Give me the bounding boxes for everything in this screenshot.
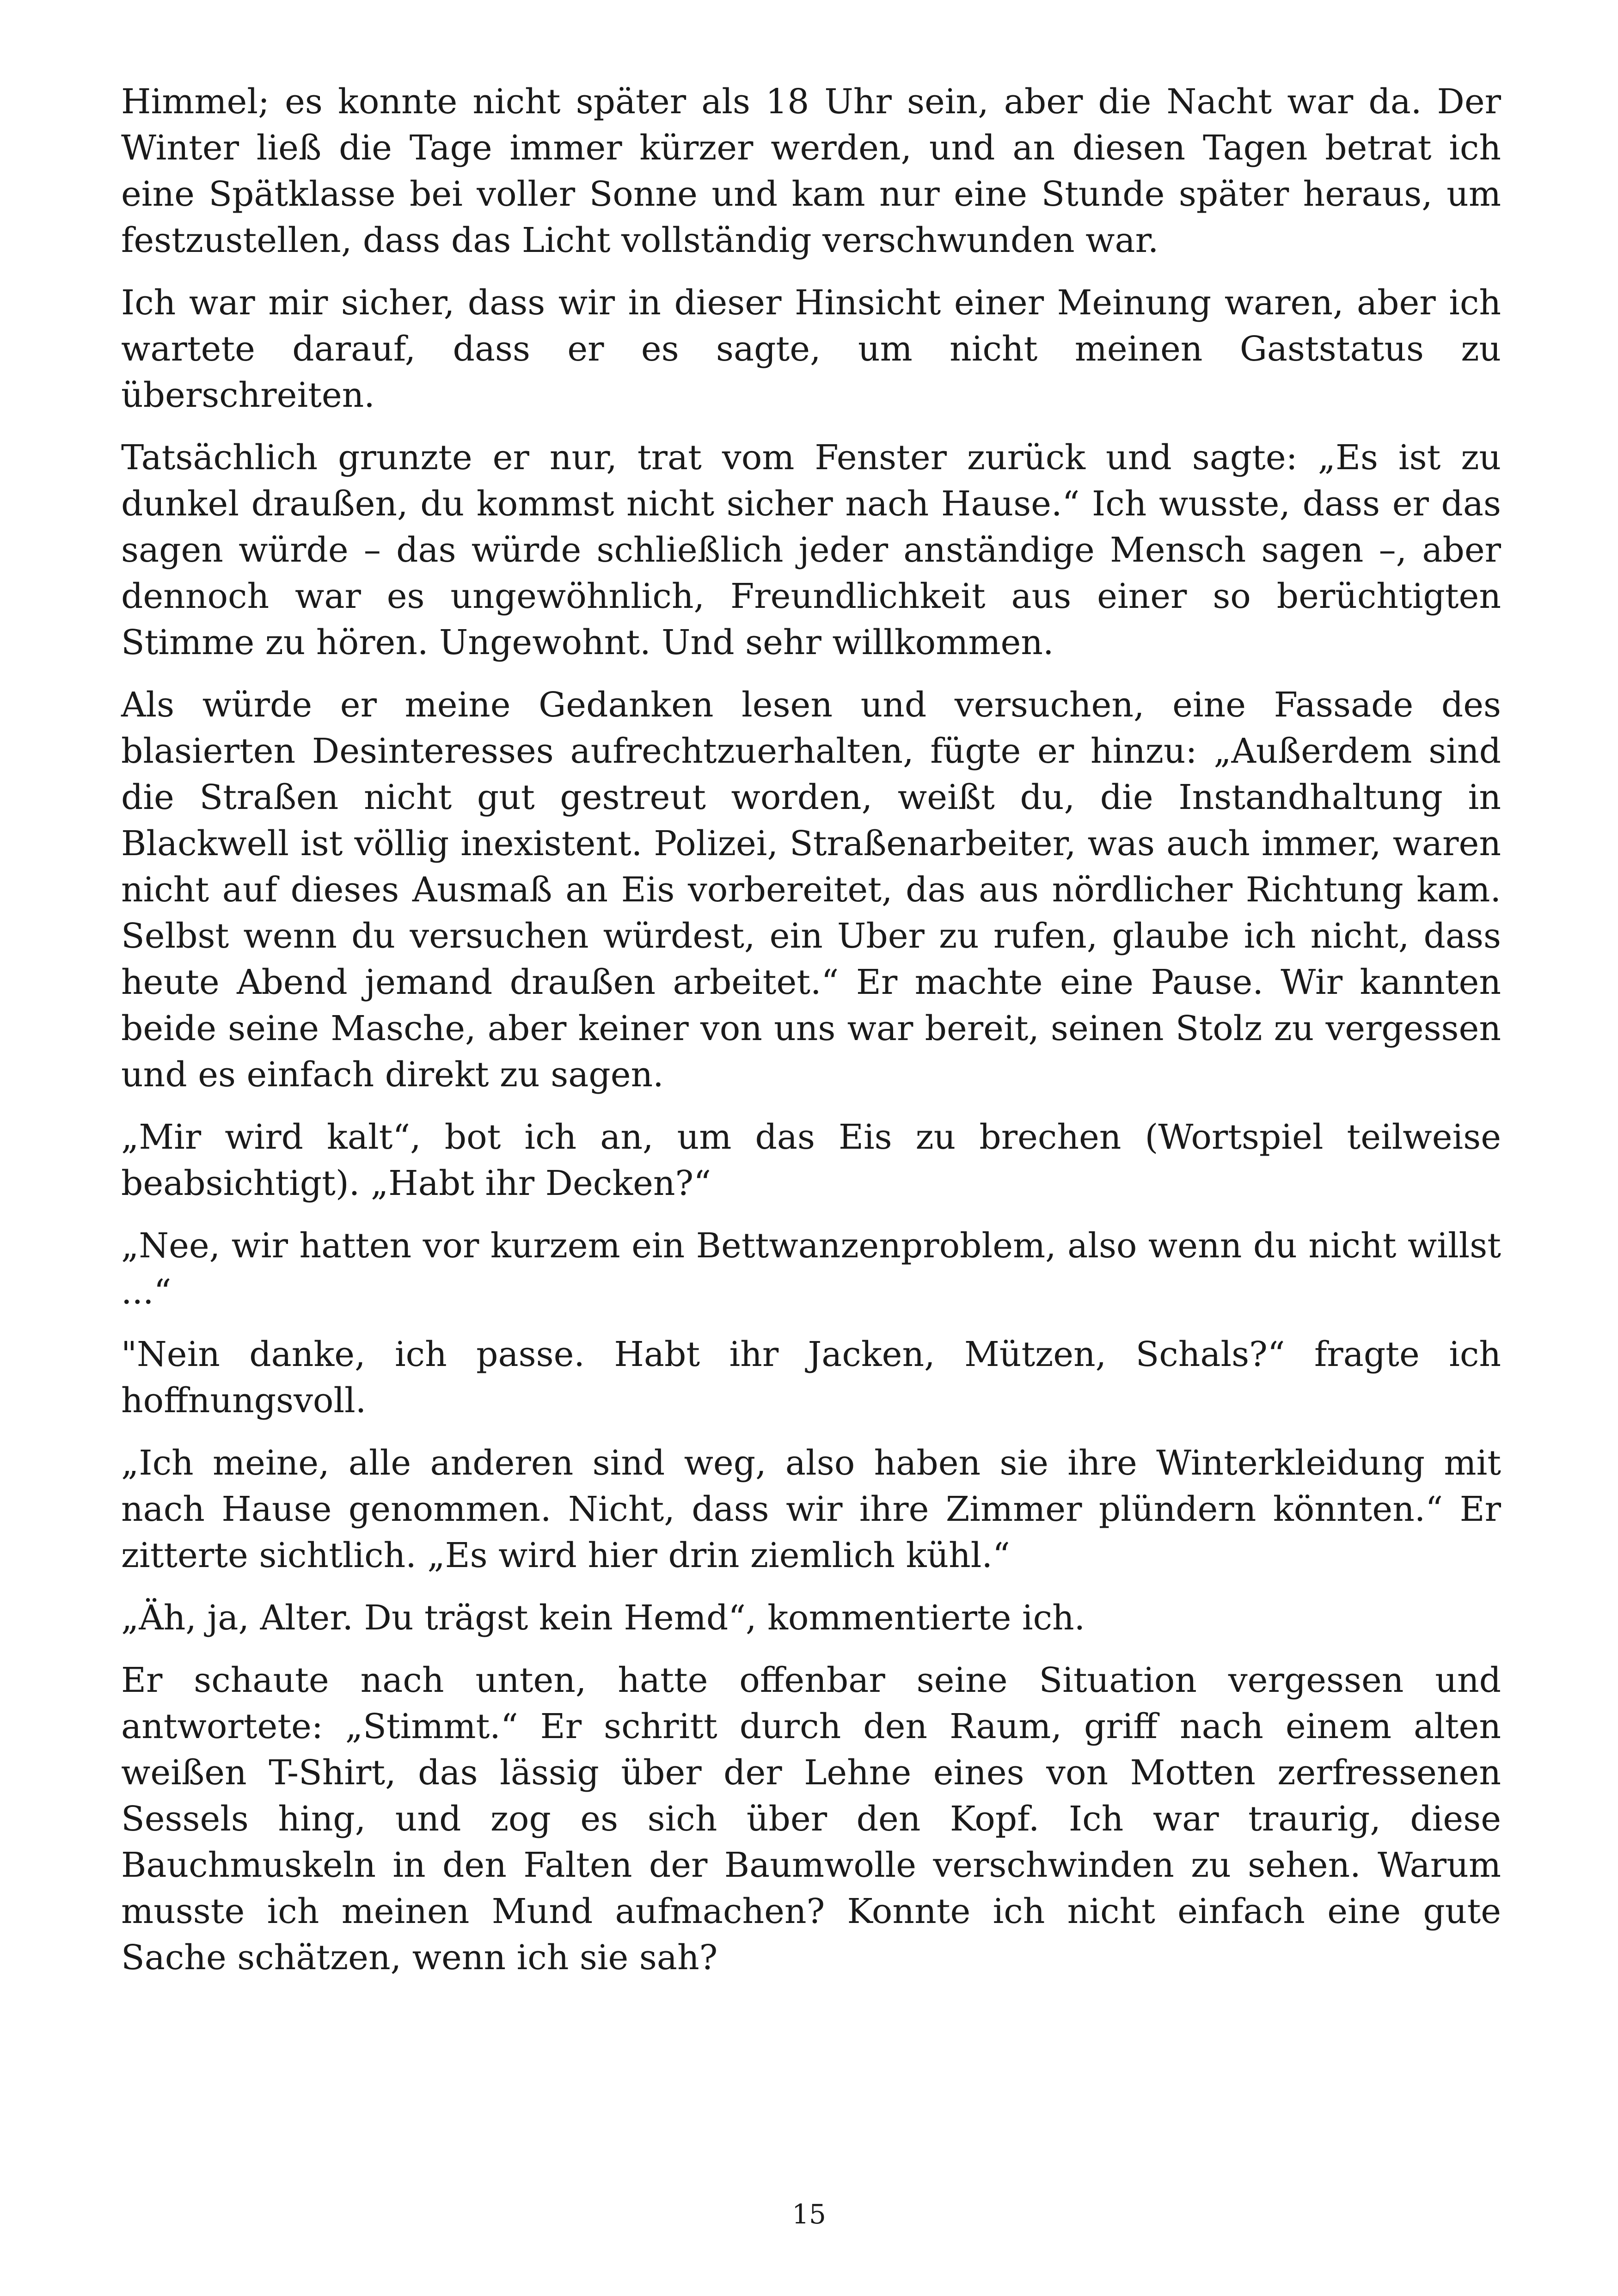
paragraph: "Nein danke, ich passe. Habt ihr Jacken, Mützen, Schals?“ fragte ich hoffnungsvoll. <box>121 1335 1501 1420</box>
paragraph: Er schaute nach unten, hatte offenbar seine Situation vergessen und antwortete: „Stimmt.“ Er schritt durch den Raum, griff nach einem alten weißen T-Shirt, das lässig über der Lehne eines von Motten zerfressenen Sessels hing, und zog es sich über den Kopf. Ich war traurig, diese Bauchmuskeln in den Falten der Baumwolle verschwinden zu sehen. Warum musste ich meinen Mund aufmachen? Konnte ich nicht einfach eine gute Sache schätzen, wenn ich sie sah? <box>121 1660 1501 1978</box>
paragraph: Als würde er meine Gedanken lesen und versuchen, eine Fassade des blasierten Desinteresses aufrechtzuerhalten, fügte er hinzu: „Außerdem sind die Straßen nicht gut gestreut worden, weißt du, die Instandhaltung in Blackwell ist völlig inexistent. Polizei, Straßenarbeiter, was auch immer, waren nicht auf dieses Ausmaß an Eis vorbereitet, das aus nördlicher Richtung kam. Selbst wenn du versuchen würdest, ein Uber zu rufen, glaube ich nicht, dass heute Abend jemand draußen arbeitet.“ Er machte eine Pause. Wir kannten beide seine Masche, aber keiner von uns war bereit, seinen Stolz zu vergessen und es einfach direkt zu sagen. <box>121 685 1501 1095</box>
body-text <box>121 79 1501 1997</box>
paragraph: Ich war mir sicher, dass wir in dieser Hinsicht einer Meinung waren, aber ich wartete darauf, dass er es sagte, um nicht meinen Gaststatus zu überschreiten. <box>121 283 1501 415</box>
paragraph: Himmel; es konnte nicht später als 18 Uhr sein, aber die Nacht war da. Der Winter ließ die Tage immer kürzer werden, und an diesen Tagen betrat ich eine Spätklasse bei voller Sonne und kam nur eine Stunde später heraus, um festzustellen, dass das Licht vollständig verschwunden war. <box>121 82 1501 260</box>
page-number: 15 <box>792 2198 826 2230</box>
paragraph: „Nee, wir hatten vor kurzem ein Bettwanzenproblem, also wenn du nicht willst ...“ <box>121 1226 1501 1312</box>
paragraph: „Mir wird kalt“, bot ich an, um das Eis zu brechen (Wortspiel teilweise beabsichtigt). „Habt ihr Decken?“ <box>121 1117 1501 1203</box>
paragraph: „Ich meine, alle anderen sind weg, also haben sie ihre Winterkleidung mit nach Hause genommen. Nicht, dass wir ihre Zimmer plündern könnten.“ Er zitterte sichtlich. „Es wird hier drin ziemlich kühl.“ <box>121 1443 1501 1575</box>
paragraph: Tatsächlich grunzte er nur, trat vom Fenster zurück und sagte: „Es ist zu dunkel draußen, du kommst nicht sicher nach Hause.“ Ich wusste, dass er das sagen würde – das würde schließlich jeder anständige Mensch sagen –, aber dennoch war es ungewöhnlich, Freundlichkeit aus einer so berüchtigten Stimme zu hören. Ungewohnt. Und sehr willkommen. <box>121 438 1501 662</box>
paragraph: „Äh, ja, Alter. Du trägst kein Hemd“, kommentierte ich. <box>121 1598 1085 1638</box>
